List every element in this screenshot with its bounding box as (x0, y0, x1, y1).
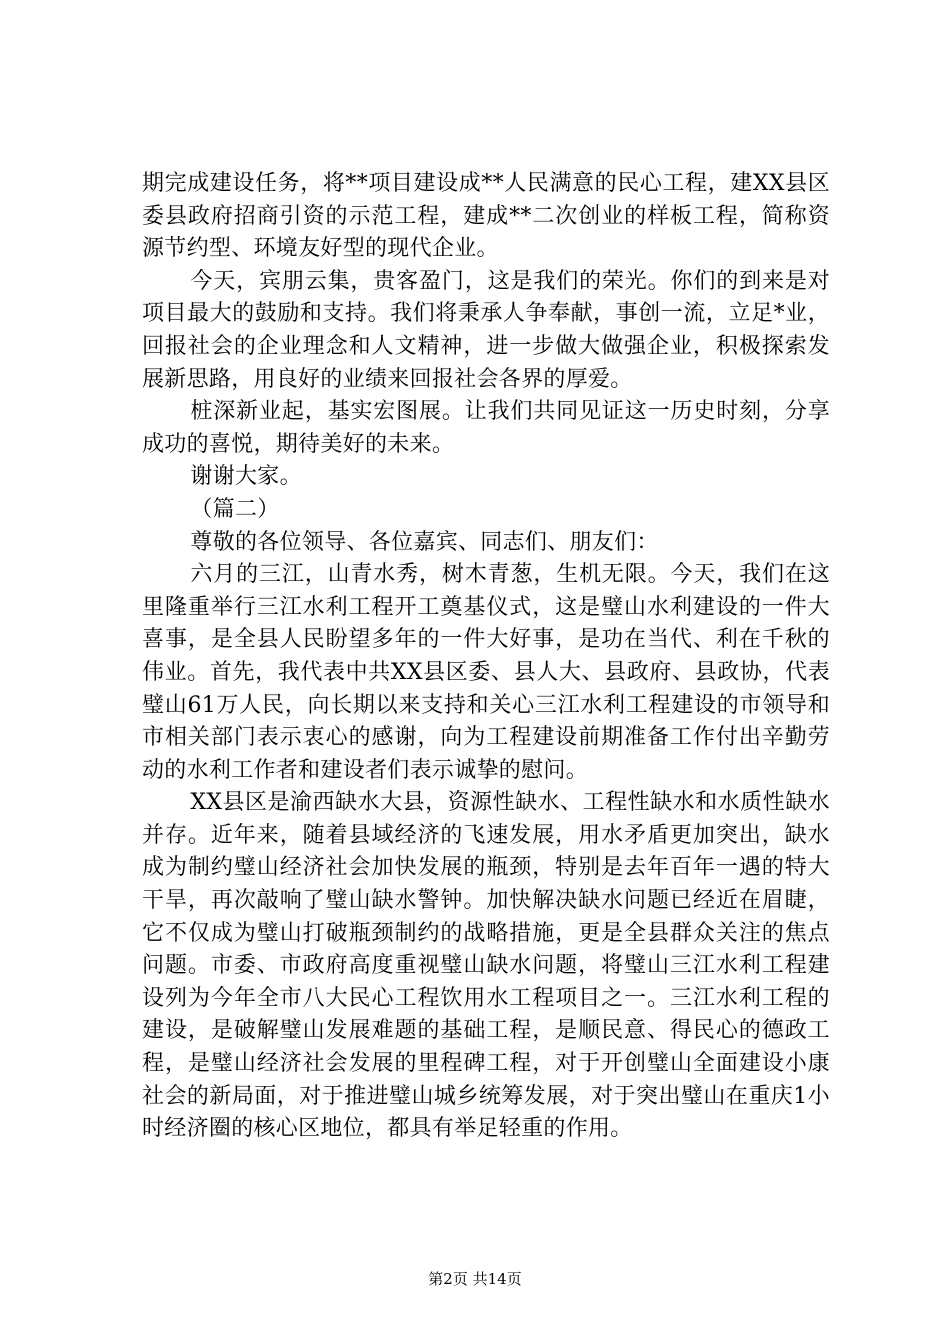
paragraph-welcome: 今天，宾朋云集，贵客盈门，这是我们的荣光。你们的到来是对项目最大的鼓励和支持。我们将秉承人争奉献，事创一流，立足*业，回报社会的企业理念和人文精神，进一步做大做强企业，积极探索发展新思路，用良好的业绩来回报社会各界的厚爱。 (142, 268, 830, 392)
page-number-footer: 第2页 共14页 (428, 1270, 522, 1288)
paragraph-ceremony: 六月的三江，山青水秀，树木青葱，生机无限。今天，我们在这里隆重举行三江水利工程开工奠基仪式，这是璧山水利建设的一件大喜事，是全县人民盼望多年的一件大好事，是功在当代、利在千秋的伟业。首先，我代表中共XX县区委、县人大、县政府、县政协，代表璧山61万人民，向长期以来支持和关心三江水利工程建设的市领导和市相关部门表示衷心的感谢，向为工程建设前期准备工作付出辛勤劳动的水利工作者和建设者们表示诚挚的慰问。 (142, 562, 830, 783)
paragraph-continuation: 期完成建设任务，将**项目建设成**人民满意的民心工程，建XX县区委县政府招商引资的示范工程，建成**二次创业的样板工程，简称资源节约型、环境友好型的现代企业。 (142, 171, 830, 262)
salutation: 尊敬的各位领导、各位嘉宾、同志们、朋友们： (190, 529, 659, 555)
paragraph-water-shortage: XX县区是渝西缺水大县，资源性缺水、工程性缺水和水质性缺水并存。近年来，随着县域经济的飞速发展，用水矛盾更加突出，缺水成为制约璧山经济社会加快发展的瓶颈，特别是去年百年一遇的特大干旱，再次敲响了璧山缺水警钟。加快解决缺水问题已经近在眉睫，它不仅成为璧山打破瓶颈制约的战略措施，更是全县群众关注的焦点问题。市委、市政府高度重视璧山缺水问题，将璧山三江水利工程建设列为今年全市八大民心工程饮用水工程项目之一。三江水利工程的建设，是破解璧山发展难题的基础工程，是顺民意、得民心的德政工程，是璧山经济社会发展的里程碑工程，对于开创璧山全面建设小康社会的新局面，对于推进璧山城乡统筹发展，对于突出璧山在重庆1小时经济圈的核心区地位，都具有举足轻重的作用。 (142, 790, 830, 1142)
paragraph-thanks: 谢谢大家。 (190, 464, 302, 490)
paragraph-witness: 桩深新业起，基实宏图展。让我们共同见证这一历史时刻，分享成功的喜悦，期待美好的未来。 (142, 399, 830, 457)
section-heading: （篇二） (190, 496, 280, 522)
document-body (142, 168, 830, 1146)
